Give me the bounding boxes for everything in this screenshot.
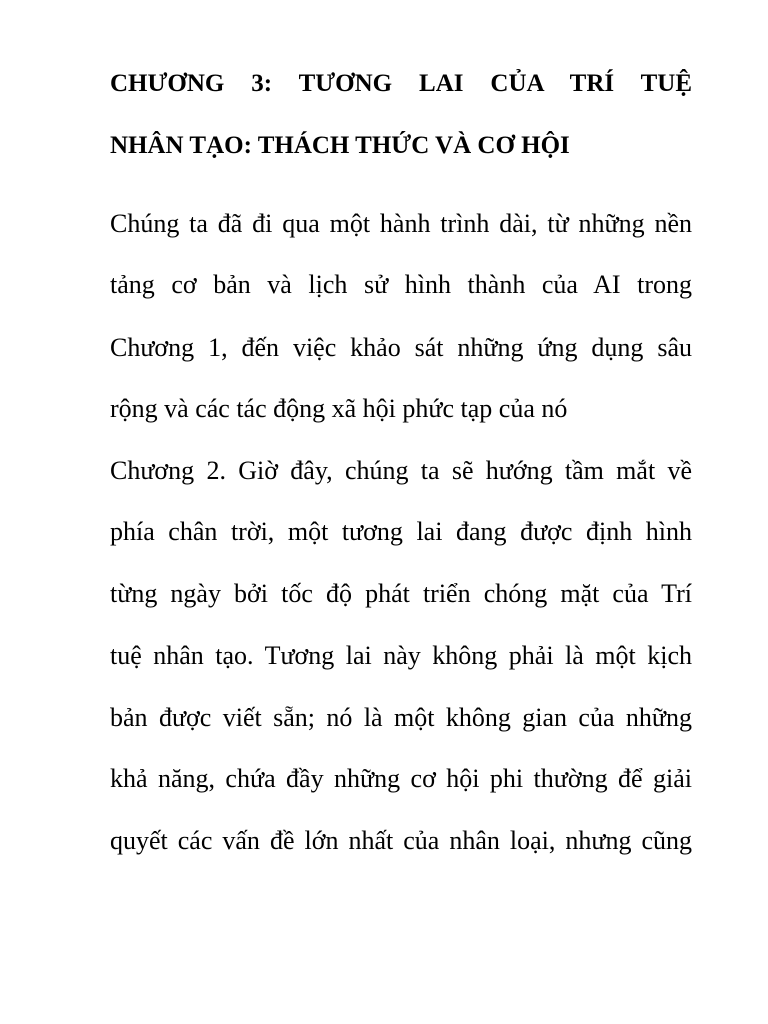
chapter-title-line: CHƯƠNG 3: TƯƠNG LAI CỦA TRÍ TUỆ [110,70,692,97]
body-line: khả năng, chứa đầy những cơ hội phi thường để giải [110,764,692,793]
body-line: tảng cơ bản và lịch sử hình thành của AI trong [110,270,692,299]
chapter-title-line: NHÂN TẠO: THÁCH THỨC VÀ CƠ HỘI [110,132,570,159]
body-line: Chương 2. Giờ đây, chúng ta sẽ hướng tầm mắt về [110,456,692,485]
body-line: Chúng ta đã đi qua một hành trình dài, từ những nền [110,209,692,238]
body-line: từng ngày bởi tốc độ phát triển chóng mặt của Trí [110,579,692,608]
body-line: tuệ nhân tạo. Tương lai này không phải là một kịch [110,641,692,670]
body-line: phía chân trời, một tương lai đang được định hình [110,517,692,546]
body-line: bản được viết sẵn; nó là một không gian của những [110,703,692,732]
body-line: quyết các vấn đề lớn nhất của nhân loại, nhưng cũng [110,826,692,855]
body-line: Chương 1, đến việc khảo sát những ứng dụng sâu [110,333,692,362]
body-line: rộng và các tác động xã hội phức tạp của nó [110,394,568,423]
